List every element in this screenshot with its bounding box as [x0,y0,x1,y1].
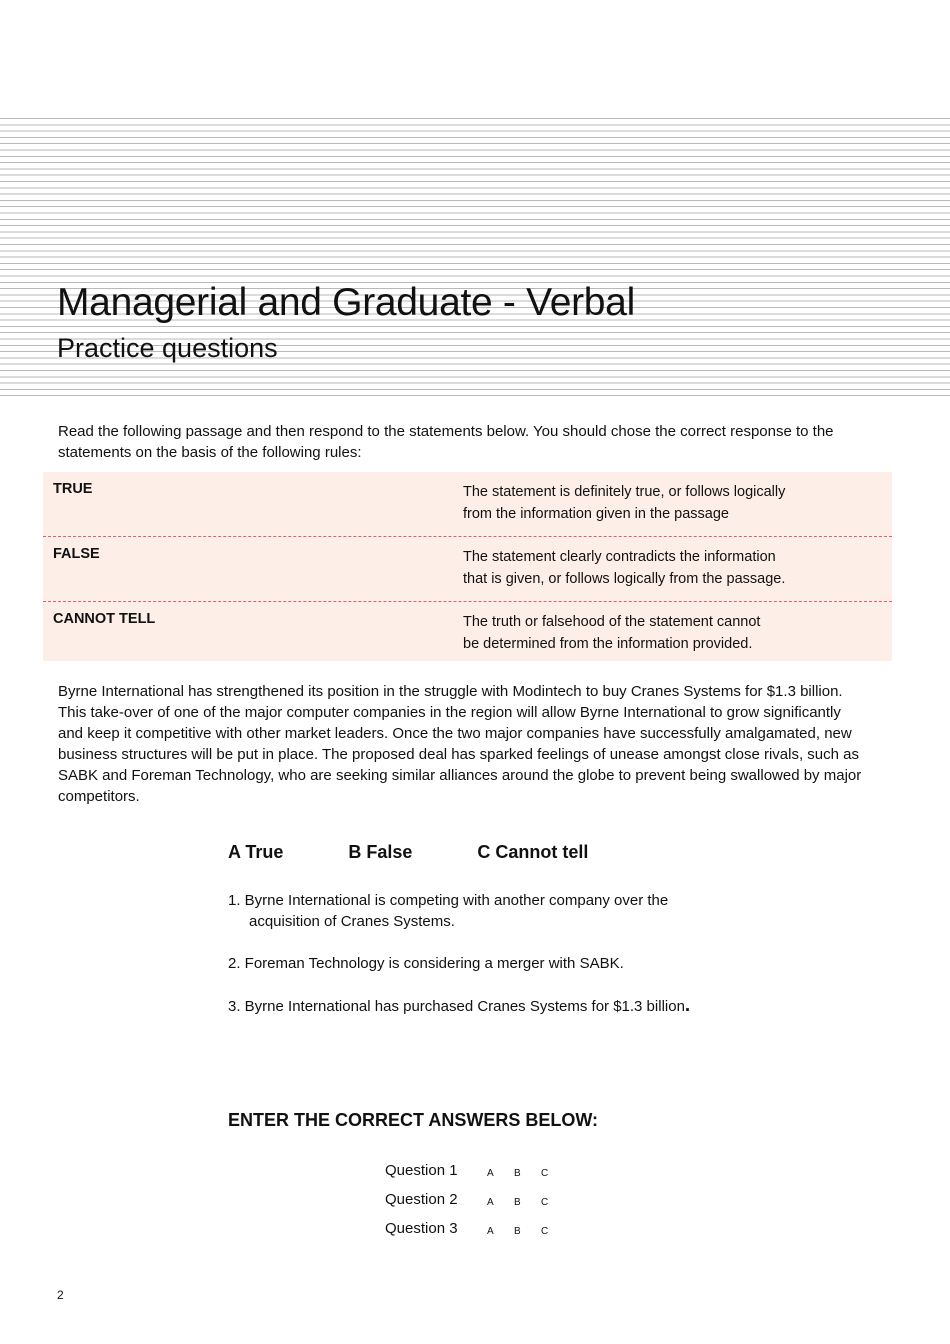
answer-grid [385,1156,568,1243]
statement-3 [228,995,690,1017]
page-number: 2 [57,1288,64,1302]
rule-description [453,472,843,536]
rules-table [43,472,892,661]
statements-list [228,890,690,1038]
answer-row-3 [385,1214,568,1243]
rule-row-false [43,537,892,602]
question-label: Question 3 [385,1220,458,1237]
question-label: Question 1 [385,1162,458,1179]
answer-row-2 [385,1185,568,1214]
statement-1 [228,890,690,932]
choice-a[interactable]: A [487,1197,494,1208]
question-label: Question 2 [385,1191,458,1208]
rule-description [453,602,843,661]
title-block [57,282,635,364]
answer-options-legend [228,842,653,863]
rule-row-cannot-tell [43,602,892,661]
choice-c[interactable]: C [541,1226,549,1237]
statement-text: 3. Byrne International has purchased Cranes Systems for $1.3 billion. [228,995,691,1016]
choice-c[interactable]: C [541,1197,549,1208]
choice-c[interactable]: C [541,1168,549,1179]
page-title: Managerial and Graduate - Verbal [57,281,635,324]
rule-name: TRUE [53,481,93,497]
choice-a[interactable]: A [487,1226,494,1237]
choice-a[interactable]: A [487,1168,494,1179]
rule-name: CANNOT TELL [53,611,156,627]
option-false: B False [348,842,413,862]
statement-text-continued: acquisition of Cranes Systems. [249,913,455,930]
instructions: Read the following passage and then respond to the statements below. You should chose the correct response to the statements on the basis of the following rules: [58,423,834,461]
rule-row-true [43,472,892,537]
rule-description [453,537,843,601]
answers-heading: ENTER THE CORRECT ANSWERS BELOW: [228,1110,599,1130]
choice-b[interactable]: B [514,1226,521,1237]
answer-row-1 [385,1156,568,1185]
rule-desc-line: that is given, or follows logically from the passage. [463,571,786,587]
option-cannot-tell: C Cannot tell [477,842,589,862]
rule-name: FALSE [53,546,100,562]
rule-desc-line: from the information given in the passage [463,506,729,522]
passage: Byrne International has strengthened its position in the struggle with Modintech to buy Cranes Systems for $1.3 billion. This take-over of one of the major computer companies in the region will allow Byrne International to grow significantly and keep it competitive with other market leaders. Once the two major companies have successfully amalgamated, new business structures will be put in place. The proposed deal has sparked feelings of unease amongst close rivals, such as SABK and Foreman Technology, who are seeking similar alliances around the globe to prevent being swallowed by major competitors. [58,683,862,805]
statement-text: 2. Foreman Technology is considering a merger with SABK. [228,955,624,972]
page-subtitle: Practice questions [57,333,278,363]
statement-text-body: 3. Byrne International has purchased Cranes Systems for $1.3 billion [228,998,685,1015]
choice-b[interactable]: B [514,1197,521,1208]
statement-text: 1. Byrne International is competing with another company over the [228,892,669,909]
rule-desc-line: be determined from the information provided. [463,636,753,652]
rule-desc-line: The statement is definitely true, or follows logically [463,484,786,500]
statement-2 [228,953,690,974]
rule-desc-line: The statement clearly contradicts the information [463,549,776,565]
option-true: A True [228,842,284,862]
rule-desc-line: The truth or falsehood of the statement cannot [463,614,761,630]
choice-b[interactable]: B [514,1168,521,1179]
